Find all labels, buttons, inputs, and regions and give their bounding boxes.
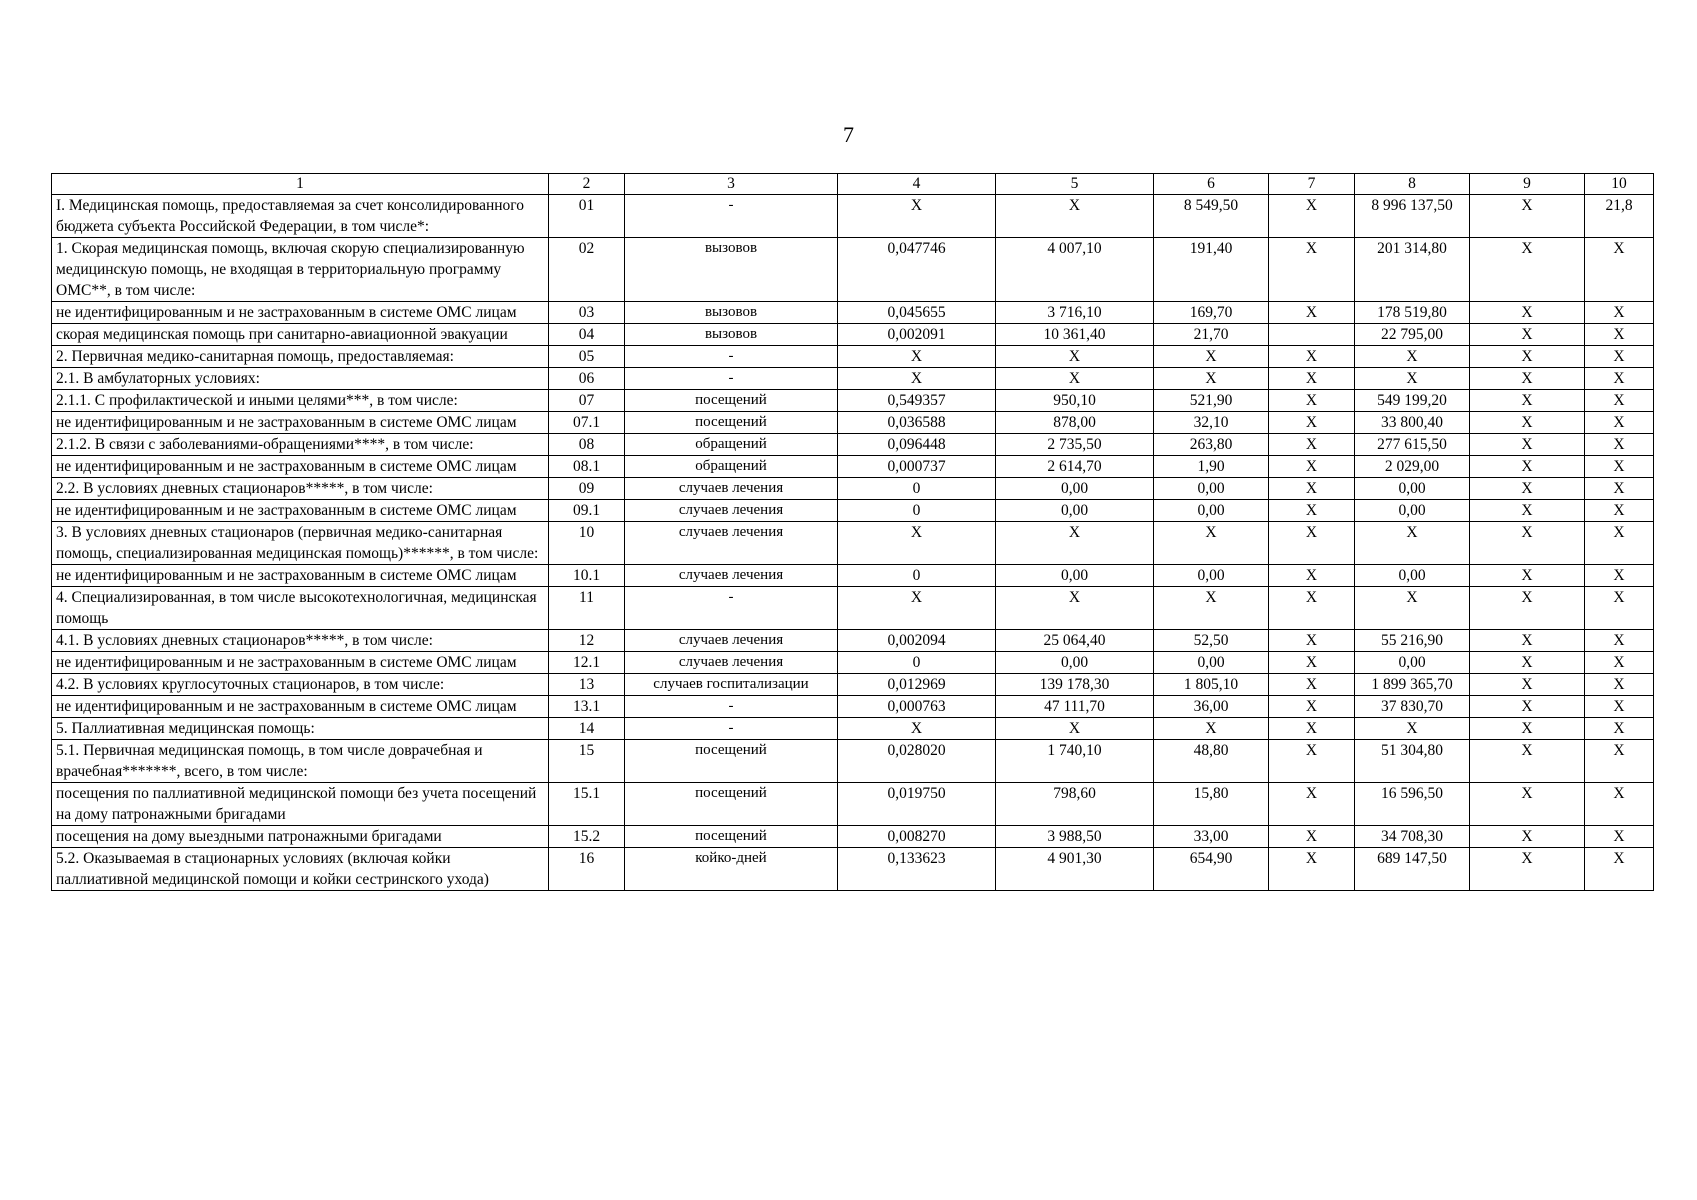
row-code-cell: 15.1 bbox=[549, 783, 625, 826]
value-cell: 8 996 137,50 bbox=[1355, 195, 1470, 238]
value-cell: 3 988,50 bbox=[996, 826, 1154, 848]
value-cell: 33,00 bbox=[1154, 826, 1269, 848]
value-cell: 33 800,40 bbox=[1355, 412, 1470, 434]
value-cell: X bbox=[838, 368, 996, 390]
value-cell: X bbox=[1269, 826, 1355, 848]
column-header: 10 bbox=[1585, 174, 1654, 195]
table-row bbox=[52, 674, 1654, 696]
value-cell: X bbox=[1355, 368, 1470, 390]
row-code-cell: 15 bbox=[549, 740, 625, 783]
row-code-cell: 04 bbox=[549, 324, 625, 346]
table-row bbox=[52, 826, 1654, 848]
table-row bbox=[52, 368, 1654, 390]
value-cell: X bbox=[1269, 696, 1355, 718]
unit-cell: посещений bbox=[625, 783, 838, 826]
value-cell: X bbox=[1269, 674, 1355, 696]
table-row bbox=[52, 412, 1654, 434]
value-cell: X bbox=[1269, 346, 1355, 368]
value-cell: X bbox=[1269, 783, 1355, 826]
row-label-cell: 2.1.2. В связи с заболеваниями-обращениями****, в том числе: bbox=[52, 434, 549, 456]
row-label-cell: посещения по паллиативной медицинской помощи без учета посещений на дому патронажными бригадами bbox=[52, 783, 549, 826]
table-header-row bbox=[52, 174, 1654, 195]
value-cell: 0,000737 bbox=[838, 456, 996, 478]
value-cell: X bbox=[1470, 195, 1585, 238]
column-header: 8 bbox=[1355, 174, 1470, 195]
value-cell: X bbox=[996, 368, 1154, 390]
value-cell: 0,00 bbox=[1355, 565, 1470, 587]
value-cell: X bbox=[1470, 674, 1585, 696]
value-cell: 1 740,10 bbox=[996, 740, 1154, 783]
value-cell: X bbox=[1470, 826, 1585, 848]
unit-cell: - bbox=[625, 368, 838, 390]
value-cell: X bbox=[1154, 346, 1269, 368]
value-cell: X bbox=[1269, 718, 1355, 740]
value-cell: X bbox=[1154, 368, 1269, 390]
value-cell: 37 830,70 bbox=[1355, 696, 1470, 718]
unit-cell: посещений bbox=[625, 412, 838, 434]
value-cell: 34 708,30 bbox=[1355, 826, 1470, 848]
value-cell: X bbox=[1585, 478, 1654, 500]
value-cell: X bbox=[1269, 478, 1355, 500]
value-cell: 521,90 bbox=[1154, 390, 1269, 412]
value-cell: 0,008270 bbox=[838, 826, 996, 848]
row-label-cell: 2. Первичная медико-санитарная помощь, предоставляемая: bbox=[52, 346, 549, 368]
row-label-cell: 2.1.1. С профилактической и иными целями***, в том числе: bbox=[52, 390, 549, 412]
row-code-cell: 08 bbox=[549, 434, 625, 456]
row-label-cell: I. Медицинская помощь, предоставляемая за счет консолидированного бюджета субъекта Российской Федерации, в том числе*: bbox=[52, 195, 549, 238]
row-code-cell: 12 bbox=[549, 630, 625, 652]
column-header: 1 bbox=[52, 174, 549, 195]
row-code-cell: 07 bbox=[549, 390, 625, 412]
value-cell: X bbox=[1585, 390, 1654, 412]
unit-cell: посещений bbox=[625, 740, 838, 783]
value-cell: X bbox=[1585, 783, 1654, 826]
value-cell: X bbox=[1269, 195, 1355, 238]
unit-cell: - bbox=[625, 346, 838, 368]
value-cell: X bbox=[1470, 740, 1585, 783]
value-cell: 22 795,00 bbox=[1355, 324, 1470, 346]
value-cell: 201 314,80 bbox=[1355, 238, 1470, 302]
unit-cell: койко-дней bbox=[625, 848, 838, 891]
value-cell: 0,00 bbox=[996, 565, 1154, 587]
table-row bbox=[52, 324, 1654, 346]
table-row bbox=[52, 346, 1654, 368]
table-row bbox=[52, 783, 1654, 826]
value-cell: X bbox=[838, 522, 996, 565]
value-cell: 2 614,70 bbox=[996, 456, 1154, 478]
column-header: 5 bbox=[996, 174, 1154, 195]
value-cell: X bbox=[1585, 238, 1654, 302]
value-cell: 25 064,40 bbox=[996, 630, 1154, 652]
data-table bbox=[51, 173, 1654, 891]
value-cell: 0 bbox=[838, 565, 996, 587]
value-cell: X bbox=[1585, 696, 1654, 718]
table-row bbox=[52, 390, 1654, 412]
value-cell: X bbox=[1269, 302, 1355, 324]
row-label-cell: посещения на дому выездными патронажными бригадами bbox=[52, 826, 549, 848]
value-cell: X bbox=[1269, 630, 1355, 652]
row-code-cell: 13.1 bbox=[549, 696, 625, 718]
value-cell: X bbox=[838, 587, 996, 630]
value-cell: 0,00 bbox=[996, 478, 1154, 500]
value-cell: X bbox=[1470, 434, 1585, 456]
unit-cell: случаев лечения bbox=[625, 630, 838, 652]
value-cell: X bbox=[1470, 478, 1585, 500]
table-row bbox=[52, 522, 1654, 565]
value-cell: 1 805,10 bbox=[1154, 674, 1269, 696]
value-cell: 0,002094 bbox=[838, 630, 996, 652]
value-cell: 0,00 bbox=[996, 500, 1154, 522]
value-cell: X bbox=[1269, 565, 1355, 587]
unit-cell: случаев лечения bbox=[625, 652, 838, 674]
value-cell: 0,00 bbox=[1355, 652, 1470, 674]
table-row bbox=[52, 238, 1654, 302]
table-row bbox=[52, 587, 1654, 630]
value-cell: X bbox=[1269, 522, 1355, 565]
value-cell: X bbox=[1470, 696, 1585, 718]
value-cell: X bbox=[1470, 390, 1585, 412]
table-row bbox=[52, 195, 1654, 238]
unit-cell: случаев лечения bbox=[625, 565, 838, 587]
value-cell: X bbox=[1585, 522, 1654, 565]
value-cell: X bbox=[1470, 412, 1585, 434]
row-label-cell: 2.1. В амбулаторных условиях: bbox=[52, 368, 549, 390]
row-label-cell: 4.1. В условиях дневных стационаров*****, в том числе: bbox=[52, 630, 549, 652]
table-row bbox=[52, 434, 1654, 456]
value-cell: X bbox=[1269, 434, 1355, 456]
row-label-cell: не идентифицированным и не застрахованным в системе ОМС лицам bbox=[52, 500, 549, 522]
row-code-cell: 02 bbox=[549, 238, 625, 302]
row-label-cell: не идентифицированным и не застрахованным в системе ОМС лицам bbox=[52, 456, 549, 478]
row-code-cell: 16 bbox=[549, 848, 625, 891]
value-cell: X bbox=[1154, 587, 1269, 630]
value-cell: 0,00 bbox=[1355, 478, 1470, 500]
row-label-cell: скорая медицинская помощь при санитарно-авиационной эвакуации bbox=[52, 324, 549, 346]
value-cell: X bbox=[1269, 848, 1355, 891]
row-label-cell: 1. Скорая медицинская помощь, включая скорую специализированную медицинскую помощь, не входящая в территориальную программу ОМС**, в том числе: bbox=[52, 238, 549, 302]
unit-cell: - bbox=[625, 195, 838, 238]
value-cell: X bbox=[1269, 587, 1355, 630]
value-cell: 549 199,20 bbox=[1355, 390, 1470, 412]
row-code-cell: 08.1 bbox=[549, 456, 625, 478]
value-cell: 0,012969 bbox=[838, 674, 996, 696]
row-label-cell: 5. Паллиативная медицинская помощь: bbox=[52, 718, 549, 740]
table-row bbox=[52, 456, 1654, 478]
table-row bbox=[52, 478, 1654, 500]
value-cell: X bbox=[1585, 718, 1654, 740]
unit-cell: - bbox=[625, 587, 838, 630]
value-cell: X bbox=[1269, 740, 1355, 783]
value-cell: 277 615,50 bbox=[1355, 434, 1470, 456]
value-cell: 178 519,80 bbox=[1355, 302, 1470, 324]
row-label-cell: 4.2. В условиях круглосуточных стационаров, в том числе: bbox=[52, 674, 549, 696]
value-cell: 0,000763 bbox=[838, 696, 996, 718]
value-cell: 3 716,10 bbox=[996, 302, 1154, 324]
table-row bbox=[52, 302, 1654, 324]
unit-cell: вызовов bbox=[625, 302, 838, 324]
row-label-cell: не идентифицированным и не застрахованным в системе ОМС лицам bbox=[52, 565, 549, 587]
value-cell: 0,028020 bbox=[838, 740, 996, 783]
row-label-cell: не идентифицированным и не застрахованным в системе ОМС лицам bbox=[52, 412, 549, 434]
value-cell: 263,80 bbox=[1154, 434, 1269, 456]
value-cell: 2 735,50 bbox=[996, 434, 1154, 456]
value-cell: 48,80 bbox=[1154, 740, 1269, 783]
value-cell: X bbox=[1585, 652, 1654, 674]
value-cell: X bbox=[1585, 302, 1654, 324]
value-cell: X bbox=[1585, 848, 1654, 891]
value-cell: 16 596,50 bbox=[1355, 783, 1470, 826]
value-cell: X bbox=[1585, 368, 1654, 390]
row-code-cell: 05 bbox=[549, 346, 625, 368]
unit-cell: случаев госпитализации bbox=[625, 674, 838, 696]
value-cell: 0,036588 bbox=[838, 412, 996, 434]
row-label-cell: не идентифицированным и не застрахованным в системе ОМС лицам bbox=[52, 302, 549, 324]
value-cell: X bbox=[1585, 565, 1654, 587]
value-cell: 21,70 bbox=[1154, 324, 1269, 346]
value-cell: X bbox=[1269, 652, 1355, 674]
value-cell: X bbox=[1470, 587, 1585, 630]
row-code-cell: 09 bbox=[549, 478, 625, 500]
row-code-cell: 14 bbox=[549, 718, 625, 740]
value-cell: X bbox=[1470, 368, 1585, 390]
value-cell: 0,096448 bbox=[838, 434, 996, 456]
value-cell: 0,00 bbox=[1154, 565, 1269, 587]
value-cell: X bbox=[1269, 238, 1355, 302]
value-cell: 798,60 bbox=[996, 783, 1154, 826]
value-cell: X bbox=[996, 718, 1154, 740]
value-cell: X bbox=[1585, 740, 1654, 783]
value-cell: X bbox=[1269, 368, 1355, 390]
value-cell: X bbox=[1585, 456, 1654, 478]
value-cell: 0,019750 bbox=[838, 783, 996, 826]
value-cell: 10 361,40 bbox=[996, 324, 1154, 346]
value-cell: 0 bbox=[838, 478, 996, 500]
value-cell: X bbox=[1269, 390, 1355, 412]
value-cell: X bbox=[1470, 718, 1585, 740]
value-cell: 689 147,50 bbox=[1355, 848, 1470, 891]
value-cell: X bbox=[1585, 630, 1654, 652]
value-cell: 4 007,10 bbox=[996, 238, 1154, 302]
column-header: 6 bbox=[1154, 174, 1269, 195]
row-code-cell: 10.1 bbox=[549, 565, 625, 587]
unit-cell: вызовов bbox=[625, 324, 838, 346]
value-cell: 0,00 bbox=[1154, 652, 1269, 674]
value-cell: 52,50 bbox=[1154, 630, 1269, 652]
value-cell: 0 bbox=[838, 652, 996, 674]
value-cell: X bbox=[1470, 652, 1585, 674]
unit-cell: случаев лечения bbox=[625, 522, 838, 565]
value-cell: X bbox=[1470, 630, 1585, 652]
page-number: 7 bbox=[843, 122, 854, 147]
value-cell: 15,80 bbox=[1154, 783, 1269, 826]
value-cell: X bbox=[1585, 324, 1654, 346]
value-cell: 0,045655 bbox=[838, 302, 996, 324]
value-cell: X bbox=[1470, 783, 1585, 826]
value-cell: X bbox=[1585, 674, 1654, 696]
table-row bbox=[52, 565, 1654, 587]
value-cell: X bbox=[1269, 500, 1355, 522]
value-cell: X bbox=[996, 587, 1154, 630]
table-row bbox=[52, 718, 1654, 740]
row-label-cell: не идентифицированным и не застрахованным в системе ОМС лицам bbox=[52, 652, 549, 674]
value-cell: 36,00 bbox=[1154, 696, 1269, 718]
value-cell: X bbox=[1355, 522, 1470, 565]
value-cell: X bbox=[1470, 346, 1585, 368]
value-cell: 32,10 bbox=[1154, 412, 1269, 434]
row-code-cell: 15.2 bbox=[549, 826, 625, 848]
value-cell: X bbox=[1470, 848, 1585, 891]
row-code-cell: 13 bbox=[549, 674, 625, 696]
unit-cell: - bbox=[625, 718, 838, 740]
value-cell: X bbox=[996, 522, 1154, 565]
column-header: 7 bbox=[1269, 174, 1355, 195]
value-cell: X bbox=[1470, 456, 1585, 478]
row-label-cell: 5.1. Первичная медицинская помощь, в том числе доврачебная и врачебная*******, всего, в том числе: bbox=[52, 740, 549, 783]
table-row bbox=[52, 740, 1654, 783]
row-code-cell: 03 bbox=[549, 302, 625, 324]
value-cell: 47 111,70 bbox=[996, 696, 1154, 718]
column-header: 3 bbox=[625, 174, 838, 195]
value-cell: 2 029,00 bbox=[1355, 456, 1470, 478]
value-cell: X bbox=[1585, 434, 1654, 456]
value-cell: X bbox=[1470, 324, 1585, 346]
value-cell: 0,00 bbox=[996, 652, 1154, 674]
value-cell: 51 304,80 bbox=[1355, 740, 1470, 783]
value-cell: X bbox=[1585, 412, 1654, 434]
column-header: 9 bbox=[1470, 174, 1585, 195]
value-cell: 0,00 bbox=[1154, 478, 1269, 500]
row-label-cell: 4. Специализированная, в том числе высокотехнологичная, медицинская помощь bbox=[52, 587, 549, 630]
value-cell: 0,00 bbox=[1154, 500, 1269, 522]
unit-cell: посещений bbox=[625, 826, 838, 848]
unit-cell: обращений bbox=[625, 456, 838, 478]
row-label-cell: 2.2. В условиях дневных стационаров*****, в том числе: bbox=[52, 478, 549, 500]
value-cell: X bbox=[1470, 565, 1585, 587]
value-cell: 950,10 bbox=[996, 390, 1154, 412]
table-row bbox=[52, 630, 1654, 652]
value-cell bbox=[1269, 324, 1355, 346]
value-cell: 654,90 bbox=[1154, 848, 1269, 891]
value-cell: X bbox=[838, 718, 996, 740]
column-header: 4 bbox=[838, 174, 996, 195]
unit-cell: вызовов bbox=[625, 238, 838, 302]
value-cell: 55 216,90 bbox=[1355, 630, 1470, 652]
value-cell: 0,00 bbox=[1355, 500, 1470, 522]
value-cell: X bbox=[838, 195, 996, 238]
value-cell: X bbox=[1470, 238, 1585, 302]
value-cell: X bbox=[1470, 500, 1585, 522]
value-cell: X bbox=[1355, 587, 1470, 630]
column-header: 2 bbox=[549, 174, 625, 195]
row-label-cell: 3. В условиях дневных стационаров (первичная медико-санитарная помощь, специализированная медицинская помощь)******, в том числе: bbox=[52, 522, 549, 565]
value-cell: X bbox=[1585, 500, 1654, 522]
value-cell: 0,133623 bbox=[838, 848, 996, 891]
row-code-cell: 11 bbox=[549, 587, 625, 630]
value-cell: 0,047746 bbox=[838, 238, 996, 302]
value-cell: X bbox=[996, 195, 1154, 238]
table-row bbox=[52, 696, 1654, 718]
value-cell: X bbox=[1154, 718, 1269, 740]
row-label-cell: 5.2. Оказываемая в стационарных условиях (включая койки паллиативной медицинской помощи и койки сестринского ухода) bbox=[52, 848, 549, 891]
value-cell: 0 bbox=[838, 500, 996, 522]
value-cell: X bbox=[838, 346, 996, 368]
unit-cell: обращений bbox=[625, 434, 838, 456]
row-code-cell: 07.1 bbox=[549, 412, 625, 434]
row-code-cell: 10 bbox=[549, 522, 625, 565]
value-cell: X bbox=[1470, 302, 1585, 324]
unit-cell: случаев лечения bbox=[625, 500, 838, 522]
value-cell: 1,90 bbox=[1154, 456, 1269, 478]
value-cell: 8 549,50 bbox=[1154, 195, 1269, 238]
row-code-cell: 06 bbox=[549, 368, 625, 390]
value-cell: X bbox=[1585, 826, 1654, 848]
value-cell: 21,8 bbox=[1585, 195, 1654, 238]
value-cell: 0,002091 bbox=[838, 324, 996, 346]
value-cell: X bbox=[1355, 346, 1470, 368]
table-row bbox=[52, 848, 1654, 891]
row-code-cell: 12.1 bbox=[549, 652, 625, 674]
row-label-cell: не идентифицированным и не застрахованным в системе ОМС лицам bbox=[52, 696, 549, 718]
value-cell: X bbox=[1269, 456, 1355, 478]
table-row bbox=[52, 500, 1654, 522]
value-cell: X bbox=[996, 346, 1154, 368]
row-code-cell: 09.1 bbox=[549, 500, 625, 522]
value-cell: 169,70 bbox=[1154, 302, 1269, 324]
value-cell: X bbox=[1154, 522, 1269, 565]
value-cell: 0,549357 bbox=[838, 390, 996, 412]
unit-cell: случаев лечения bbox=[625, 478, 838, 500]
unit-cell: посещений bbox=[625, 390, 838, 412]
unit-cell: - bbox=[625, 696, 838, 718]
value-cell: 878,00 bbox=[996, 412, 1154, 434]
value-cell: X bbox=[1269, 412, 1355, 434]
value-cell: 4 901,30 bbox=[996, 848, 1154, 891]
value-cell: 191,40 bbox=[1154, 238, 1269, 302]
value-cell: X bbox=[1585, 346, 1654, 368]
value-cell: 139 178,30 bbox=[996, 674, 1154, 696]
table-row bbox=[52, 652, 1654, 674]
value-cell: 1 899 365,70 bbox=[1355, 674, 1470, 696]
value-cell: X bbox=[1470, 522, 1585, 565]
value-cell: X bbox=[1355, 718, 1470, 740]
row-code-cell: 01 bbox=[549, 195, 625, 238]
value-cell: X bbox=[1585, 587, 1654, 630]
